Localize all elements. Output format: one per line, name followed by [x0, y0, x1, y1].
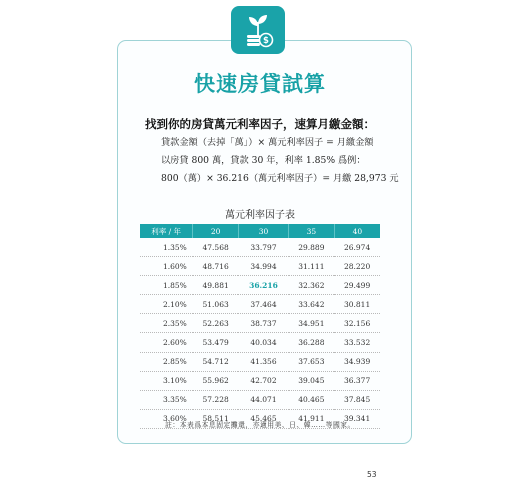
- rate-cell: 2.85%: [140, 352, 193, 371]
- factor-cell: 40.034: [238, 333, 288, 352]
- factor-cell: 30.811: [334, 295, 380, 314]
- interest-factor-table: [140, 224, 380, 429]
- page-title: 快速房貸試算: [194, 72, 326, 96]
- factor-cell: 45.465: [238, 409, 288, 428]
- header-rate: 利率 / 年: [140, 224, 193, 238]
- example-line: 以房貸 800 萬，貸款 30 年，利率 1.85% 爲例：: [161, 155, 366, 166]
- factor-cell: 33.797: [238, 238, 288, 257]
- factor-cell: 47.568: [193, 238, 239, 257]
- table-row: [140, 352, 380, 371]
- table-row: [140, 390, 380, 409]
- factor-cell: 37.464: [238, 295, 288, 314]
- factor-cell: 34.951: [289, 314, 335, 333]
- factor-cell: 33.532: [334, 333, 380, 352]
- factor-cell: 36.377: [334, 371, 380, 390]
- factor-cell: 55.962: [193, 371, 239, 390]
- table-row: [140, 257, 380, 276]
- factor-cell: 37.653: [289, 352, 335, 371]
- factor-cell: 26.974: [334, 238, 380, 257]
- factor-cell: 38.737: [238, 314, 288, 333]
- svg-text:$: $: [263, 36, 269, 47]
- section-heading: 找到你的房貸萬元利率因子，速算月繳金額：: [145, 117, 375, 131]
- formula-line: 貸款金額（去掉「萬」）× 萬元利率因子 = 月繳金額: [161, 137, 374, 148]
- factor-cell: 53.479: [193, 333, 239, 352]
- factor-cell: 41.356: [238, 352, 288, 371]
- factor-cell: 40.465: [289, 390, 335, 409]
- factor-cell: 34.939: [334, 352, 380, 371]
- factor-cell: 57.228: [193, 390, 239, 409]
- table-row: [140, 333, 380, 352]
- header-20-years: 20: [193, 224, 239, 238]
- table-row: [140, 371, 380, 390]
- table-row: [140, 295, 380, 314]
- factor-cell: 37.845: [334, 390, 380, 409]
- factor-cell: 54.712: [193, 352, 239, 371]
- factor-cell: 31.111: [289, 257, 335, 276]
- table-note: 註：本表爲本息固定攤還，亦適用美、日、韓……等國家。: [165, 421, 355, 429]
- rate-cell: 1.35%: [140, 238, 193, 257]
- factor-cell: 58.511: [193, 409, 239, 428]
- rate-cell: 1.60%: [140, 257, 193, 276]
- factor-cell: 28.220: [334, 257, 380, 276]
- factor-cell: 51.063: [193, 295, 239, 314]
- factor-cell: 39.045: [289, 371, 335, 390]
- rate-cell: 1.85%: [140, 276, 193, 295]
- factor-cell: 32.156: [334, 314, 380, 333]
- factor-cell: 44.071: [238, 390, 288, 409]
- badge: [231, 6, 285, 54]
- rate-cell: 2.10%: [140, 295, 193, 314]
- factor-cell: 36.216: [238, 276, 288, 295]
- rate-cell: 3.10%: [140, 371, 193, 390]
- factor-cell: 29.889: [289, 238, 335, 257]
- header-30-years: 30: [238, 224, 288, 238]
- header-40-years: 40: [334, 224, 380, 238]
- header-35-years: 35: [289, 224, 335, 238]
- factor-cell: 39.341: [334, 409, 380, 428]
- table-row: [140, 276, 380, 295]
- money-plant-coin-icon: [231, 6, 285, 54]
- example-calculation-line: 800（萬）× 36.216（萬元利率因子）= 月繳 28,973 元: [161, 173, 399, 184]
- rate-cell: 3.35%: [140, 390, 193, 409]
- factor-cell: 36.288: [289, 333, 335, 352]
- table-title: 萬元利率因子表: [225, 210, 295, 221]
- page-number: 53: [367, 470, 377, 479]
- factor-cell: 42.702: [238, 371, 288, 390]
- table-row: [140, 238, 380, 257]
- factor-cell: 49.881: [193, 276, 239, 295]
- factor-cell: 34.994: [238, 257, 288, 276]
- table-row: [140, 314, 380, 333]
- factor-cell: 29.499: [334, 276, 380, 295]
- factor-cell: 32.362: [289, 276, 335, 295]
- rate-cell: 3.60%: [140, 409, 193, 428]
- factor-cell: 33.642: [289, 295, 335, 314]
- rate-cell: 2.60%: [140, 333, 193, 352]
- factor-cell: 41.911: [289, 409, 335, 428]
- factor-cell: 52.263: [193, 314, 239, 333]
- rate-cell: 2.35%: [140, 314, 193, 333]
- table-header-row: [140, 224, 380, 238]
- factor-cell: 48.716: [193, 257, 239, 276]
